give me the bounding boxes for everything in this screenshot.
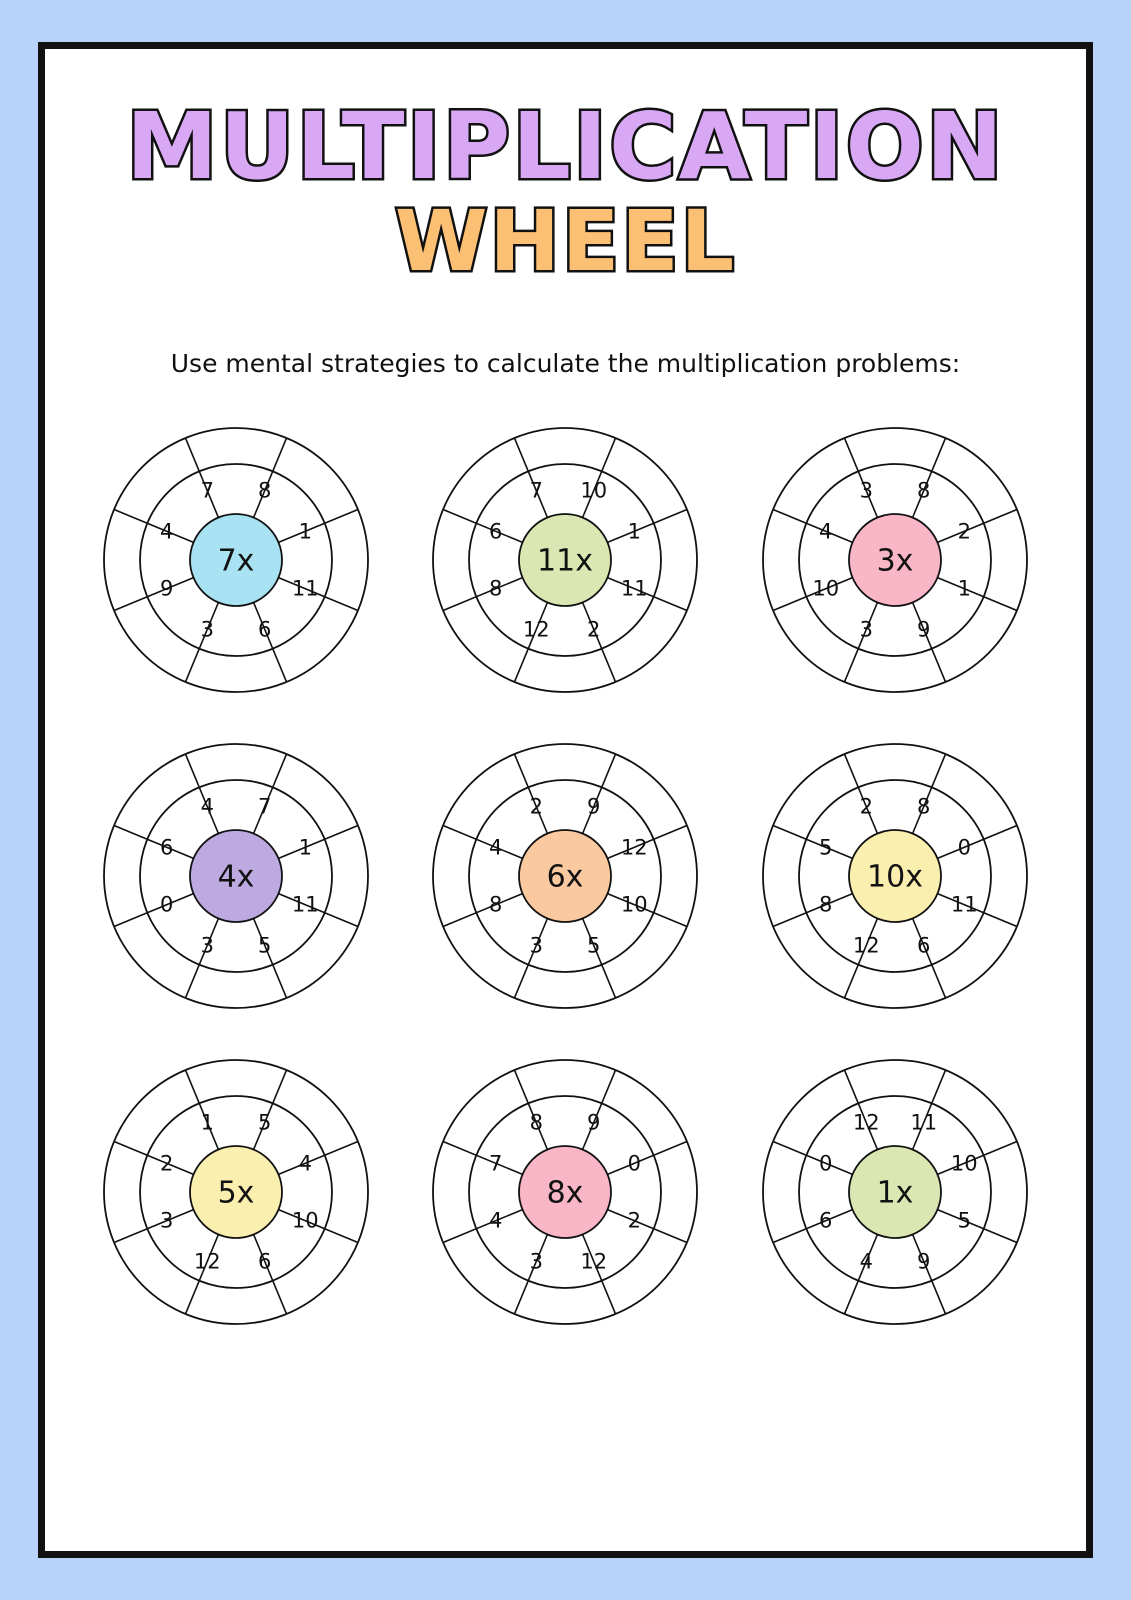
wheel-factor-number: 6 [489, 519, 503, 544]
wheel-center-label: 11x [537, 543, 594, 579]
wheel-factor-number: 3 [859, 617, 874, 642]
wheel-factor-number: 0 [628, 1151, 642, 1176]
wheel-factor-number: 3 [530, 933, 544, 958]
wheel-factor-number: 10 [621, 892, 649, 917]
page-title-line-2: WHEEL [394, 192, 737, 290]
wheel-factor-number: 7 [200, 478, 214, 503]
wheel-factor-number: 6 [917, 933, 931, 958]
wheel-factor-number: 8 [489, 892, 503, 917]
wheel-factor-number: 11 [910, 1110, 938, 1135]
wheel-factor-number: 11 [291, 892, 319, 917]
multiplication-wheel [425, 736, 705, 1016]
multiplication-wheel [425, 420, 705, 700]
wheel-factor-number: 0 [957, 835, 972, 860]
multiplication-wheel [755, 420, 1035, 700]
multiplication-wheel [96, 1052, 376, 1332]
wheel-factor-number: 0 [159, 892, 174, 917]
worksheet-page [38, 42, 1093, 1558]
wheel-factor-number: 8 [917, 478, 931, 503]
wheel-factor-number: 4 [489, 1208, 503, 1233]
wheel-factor-number: 10 [291, 1208, 319, 1233]
wheel-center-label: 8x [547, 1175, 584, 1211]
wheel-factor-number: 7 [489, 1151, 503, 1176]
wheel-factor-number: 10 [951, 1151, 978, 1176]
instructions-text: Use mental strategies to calculate the multiplication problems: [170, 349, 961, 379]
wheel-factor-number: 5 [257, 1110, 272, 1135]
wheel-factor-number: 8 [819, 892, 833, 917]
wheel-center-label: 1x [876, 1175, 914, 1211]
wheel-factor-number: 1 [298, 835, 312, 860]
wheel-factor-number: 9 [917, 617, 931, 642]
wheel-factor-number: 12 [853, 1110, 880, 1135]
wheel-factor-number: 2 [159, 1151, 174, 1176]
wheel-factor-number: 3 [530, 1249, 544, 1274]
wheel-factor-number: 5 [957, 1208, 972, 1233]
wheel-factor-number: 6 [159, 835, 174, 860]
wheel-center-label: 4x [217, 859, 255, 895]
wheel-factor-number: 10 [580, 478, 608, 503]
multiplication-wheel [96, 420, 376, 700]
wheel-factor-number: 8 [917, 794, 931, 819]
wheel-factor-number: 9 [917, 1249, 931, 1274]
page-title-line-1: MULTIPLICATION [126, 93, 1005, 200]
wheel-factor-number: 6 [257, 1249, 272, 1274]
wheel-center-label: 7x [217, 543, 255, 579]
wheel-factor-number: 4 [298, 1151, 312, 1176]
wheel-factor-number: 2 [530, 794, 544, 819]
wheel-center-label: 10x [867, 859, 924, 895]
multiplication-wheel [755, 736, 1035, 1016]
wheel-factor-number: 4 [819, 519, 833, 544]
wheel-factor-number: 12 [621, 835, 649, 860]
wheel-factor-number: 12 [193, 1249, 221, 1274]
wheel-factor-number: 2 [957, 519, 972, 544]
wheel-factor-number: 8 [489, 576, 503, 601]
wheel-factor-number: 9 [587, 1110, 601, 1135]
wheel-factor-number: 1 [298, 519, 312, 544]
wheel-factor-number: 11 [951, 892, 978, 917]
wheel-factor-number: 2 [587, 617, 601, 642]
wheel-factor-number: 0 [819, 1151, 833, 1176]
wheel-factor-number: 11 [291, 576, 319, 601]
multiplication-wheel [755, 1052, 1035, 1332]
multiplication-wheel [425, 1052, 705, 1332]
wheel-factor-number: 5 [587, 933, 601, 958]
wheel-center-label: 3x [876, 543, 914, 579]
wheel-factor-number: 6 [819, 1208, 833, 1233]
wheel-factor-number: 12 [580, 1249, 608, 1274]
wheel-factor-number: 4 [859, 1249, 874, 1274]
wheel-factor-number: 12 [523, 617, 551, 642]
wheel-factor-number: 4 [159, 519, 174, 544]
wheel-center-label: 6x [547, 859, 584, 895]
wheel-factor-number: 1 [957, 576, 972, 601]
wheel-factor-number: 3 [159, 1208, 174, 1233]
wheel-factor-number: 5 [257, 933, 272, 958]
wheel-factor-number: 4 [200, 794, 214, 819]
wheel-center-label: 5x [217, 1175, 255, 1211]
wheel-factor-number: 11 [621, 576, 649, 601]
wheel-factor-number: 3 [859, 478, 874, 503]
wheel-factor-number: 8 [257, 478, 272, 503]
wheel-factor-number: 2 [628, 1208, 642, 1233]
wheel-factor-number: 12 [853, 933, 880, 958]
wheel-grid [45, 420, 1086, 1332]
wheel-factor-number: 1 [200, 1110, 214, 1135]
wheel-factor-number: 3 [200, 933, 214, 958]
wheel-factor-number: 1 [628, 519, 642, 544]
title-block [45, 93, 1086, 290]
wheel-factor-number: 2 [859, 794, 874, 819]
wheel-factor-number: 4 [489, 835, 503, 860]
wheel-factor-number: 9 [159, 576, 174, 601]
multiplication-wheel [96, 736, 376, 1016]
wheel-factor-number: 6 [257, 617, 272, 642]
wheel-factor-number: 8 [530, 1110, 544, 1135]
wheel-factor-number: 7 [257, 794, 272, 819]
wheel-factor-number: 3 [200, 617, 214, 642]
wheel-factor-number: 10 [812, 576, 840, 601]
wheel-factor-number: 7 [530, 478, 544, 503]
wheel-factor-number: 5 [819, 835, 833, 860]
wheel-factor-number: 9 [587, 794, 601, 819]
